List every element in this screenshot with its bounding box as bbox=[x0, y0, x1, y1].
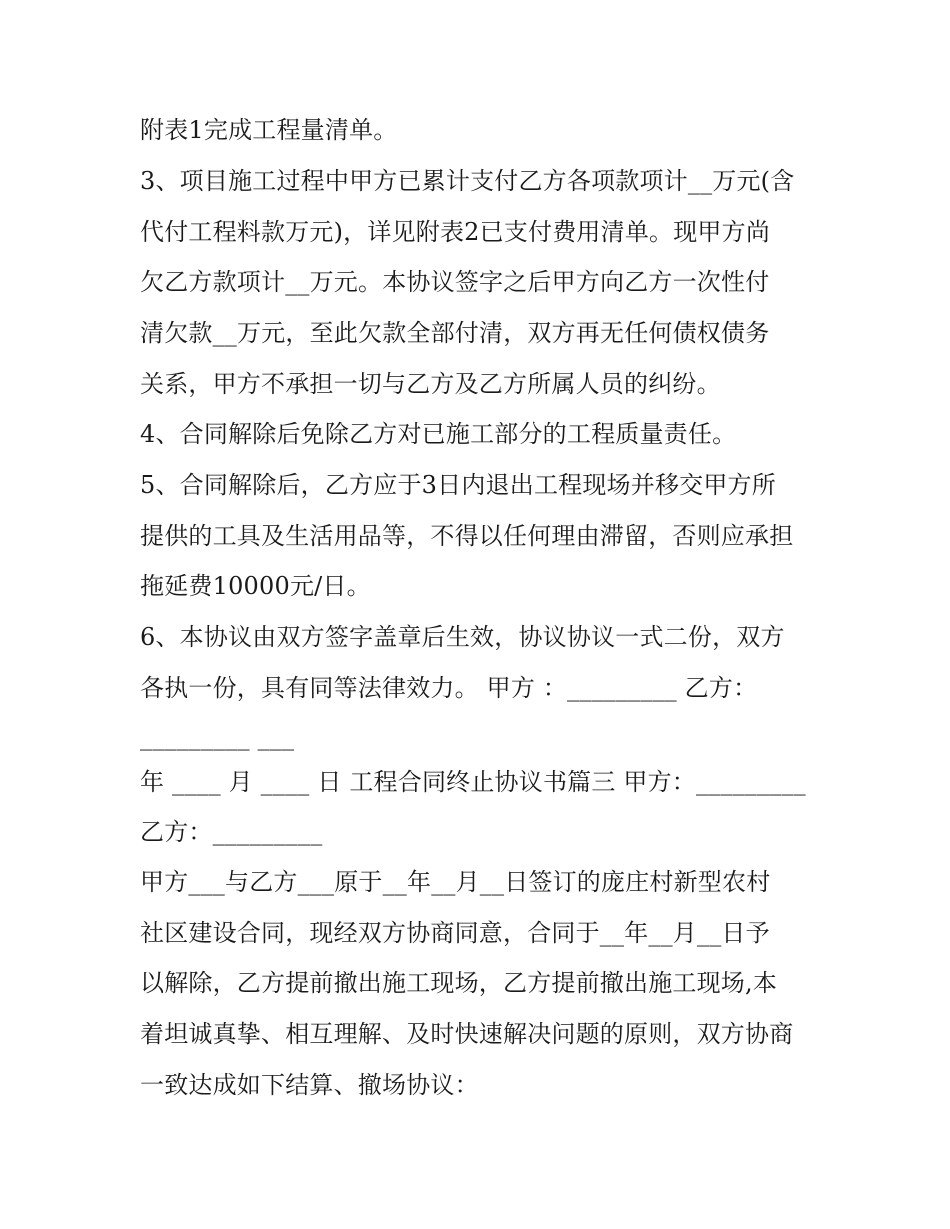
text-line: 社区建设合同，现经双方协商同意，合同于__年__月__日予 bbox=[140, 919, 770, 947]
text-line: 附表1完成工程量清单。 bbox=[140, 116, 398, 144]
text-line: 着坦诚真挚、相互理解、及时快速解决问题的原则，双方协商 bbox=[140, 1020, 794, 1048]
text-line: 乙方：_________ bbox=[140, 818, 323, 846]
text-line: 3、项目施工过程中甲方已累计支付乙方各项款项计__万元(含 bbox=[140, 167, 795, 195]
text-line: 以解除，乙方提前撤出施工现场，乙方提前撤出施工现场,本 bbox=[140, 969, 778, 997]
text-line: 年 ____ 月 ____ 日 工程合同终止协议书篇三 甲方：_________ bbox=[140, 768, 806, 796]
text-line: 提供的工具及生活用品等，不得以任何理由滞留，否则应承担 bbox=[140, 522, 794, 550]
text-line: 甲方___与乙方___原于__年__月__日签订的庞庄村新型农村 bbox=[140, 868, 771, 896]
text-line: 欠乙方款项计__万元。本协议签字之后甲方向乙方一次性付 bbox=[140, 268, 770, 296]
text-line: 5、合同解除后，乙方应于3日内退出工程现场并移交甲方所 bbox=[140, 471, 776, 499]
text-line: 各执一份，具有同等法律效力。 甲方 ：_________ 乙方： bbox=[140, 674, 758, 702]
text-line: 清欠款__万元，至此欠款全部付清，双方再无任何债权债务 bbox=[140, 319, 770, 347]
text-line: 关系，甲方不承担一切与乙方及乙方所属人员的纠纷。 bbox=[140, 370, 721, 398]
signature-blank-line: _________ ___ bbox=[140, 723, 295, 751]
text-line: 一致达成如下结算、撤场协议： bbox=[140, 1071, 479, 1099]
text-line: 代付工程料款万元)，详见附表2已支付费用清单。现甲方尚 bbox=[140, 218, 771, 246]
text-line: 6、本协议由双方签字盖章后生效，协议协议一式二份，双方 bbox=[140, 623, 785, 651]
text-line: 拖延费10000元/日。 bbox=[140, 572, 371, 600]
text-line: 4、合同解除后免除乙方对已施工部分的工程质量责任。 bbox=[140, 420, 737, 448]
